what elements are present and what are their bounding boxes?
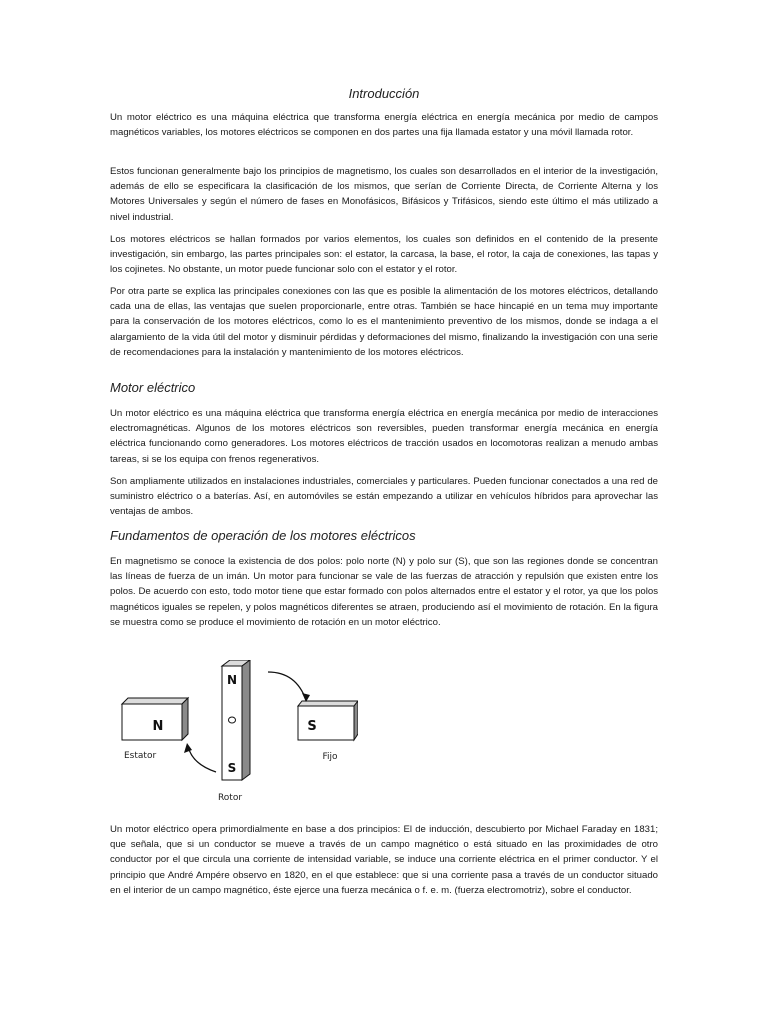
rotor-magnet bbox=[222, 660, 250, 780]
estator-label: Estator bbox=[124, 751, 157, 761]
rotor-label: Rotor bbox=[217, 793, 243, 803]
intro-paragraph-1: Un motor eléctrico es una máquina eléctrica que transforma energía eléctrica en energía mecánica por medio de campos magnéticos variables, los motores eléctricos se componen en dos partes una fija llamada estator y una móvil llamada rotor. bbox=[110, 112, 658, 139]
fijo-label: Fijo bbox=[322, 752, 338, 762]
fixed-magnet bbox=[298, 701, 358, 740]
fundamentos-heading: Fundamentos de operación de los motores eléctricos bbox=[110, 528, 416, 543]
intro-paragraph-4: Por otra parte se explica las principales conexiones con las que es posible la alimentación de los motores eléctricos, detallando cada una de ellas, las ventajas que suelen proporcionarle, entre otras. También se hace hincapié en un tema muy importante para la conservación de los motores eléctricos, como lo es el mantenimiento preventivo de los mismos, donde se indaga a el alargamiento de la vida útil del motor y disminuir pérdidas y deformaciones del mismo, finalizando la investigación con una serie de recomendaciones para la instalación y mantenimiento de los motores eléctricos. bbox=[110, 286, 658, 358]
intro-paragraph-3: Los motores eléctricos se hallan formados por varios elementos, los cuales son definidos en el contenido de la presente investigación, sin embargo, las partes principales son: el estator, la carcasa, la base, el rotor, la caja de conexiones, las tapas y los cojinetes. No obstante, un motor puede funcionar solo con el estator y el rotor. bbox=[110, 234, 658, 276]
intro-paragraph-2: Estos funcionan generalmente bajo los principios de magnetismo, los cuales son desarrollados en el interior de la investigación, además de ello se especificara la clasificación de los mismos, que serían de Corriente Directa, de Corriente Alterna y los Motores Universales y según el número de fases en Monofásicos, Bifásicos y Trifásicos, siendo este último el más utilizado a nivel industrial. bbox=[110, 166, 658, 223]
fundamentos-paragraph-1: En magnetismo se conoce la existencia de dos polos: polo norte (N) y polo sur (S), que son las regiones donde se concentran las líneas de fuerza de un imán. Un motor para funcionar se vale de las fuerzas de atracción y repulsión que existen entre los polos. De acuerdo con esto, todo motor tiene que estar formado con polos alternados entre el estator y el rotor, ya que los polos magnéticos iguales se repelen, y polos magnéticos diferentes se atraen, produciendo así el movimiento de rotación. En la figura se muestra como se produce el movimiento de rotación en un motor eléctrico. bbox=[110, 556, 658, 628]
rotor-north-label: N bbox=[226, 673, 238, 687]
stator-magnet bbox=[122, 698, 188, 740]
stator-pole-label: N bbox=[152, 719, 164, 734]
fundamentos-paragraph-2: Un motor eléctrico opera primordialmente en base a dos principios: El de inducción, descubierto por Michael Faraday en 1831; que señala, que si un conductor se mueve a través de un campo magnético o está situado en las proximidades de otro conductor por el que circula una corriente de intensidad variable, se induce una corriente eléctrica en el primer conductor. Y el principio que André Ampére observo en 1820, en el que establece: que si una corriente pasa a través de un conductor situado en el interior de un campo magnético, éste ejerce una fuerza mecánica o f. e. m. (fuerza electromotriz), sobre el conductor. bbox=[110, 824, 658, 896]
motor-paragraph-2: Son ampliamente utilizados en instalaciones industriales, comerciales y particulares. Pueden funcionar conectados a una red de suministro eléctrico o a baterías. Así, en automóviles se están empezando a utilizar en vehículos híbridos para aprovechar las ventajas de ambos. bbox=[110, 476, 658, 518]
arrow-top bbox=[268, 672, 306, 700]
motor-paragraph-1: Un motor eléctrico es una máquina eléctrica que transforma energía eléctrica en energía mecánica por medio de interacciones electromagnéticas. Algunos de los motores eléctricos son reversibles, pueden transformar energía mecánica en energía eléctrica funcionando como generadores. Los motores eléctricos de tracción usados en locomotoras realizan a menudo ambas tareas, si se los equipa con frenos regenerativos. bbox=[110, 408, 658, 465]
intro-heading: Introducción bbox=[348, 86, 420, 101]
rotor-south-label: S bbox=[227, 761, 237, 775]
fixed-pole-label: S bbox=[307, 719, 317, 734]
motor-heading: Motor eléctrico bbox=[110, 380, 196, 395]
arrow-bottom bbox=[188, 746, 216, 772]
arrow-bottom-head bbox=[184, 743, 192, 753]
motor-rotation-figure bbox=[118, 660, 358, 810]
